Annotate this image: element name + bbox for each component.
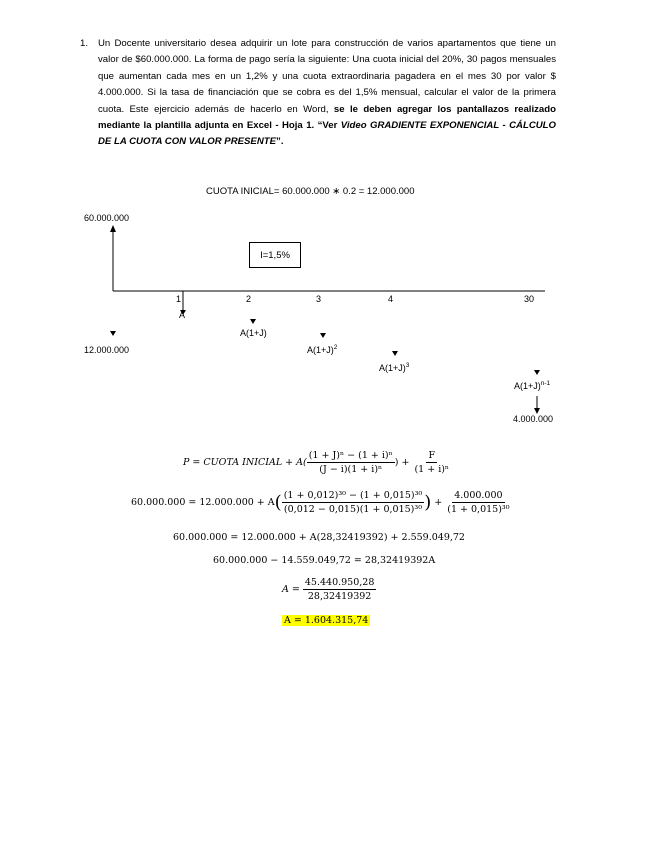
loan-arrowhead [110,225,116,232]
initial-payment-arrowhead [110,331,116,336]
problem-video-title: Video GRADIENTE EXPONENCIAL - CÁLCULO DE LA CUOTA CON VALOR PRESENTE [98,120,557,148]
tick-4: 4 [388,294,394,304]
payment-4-arrowhead [392,351,398,356]
problem-text-end: ”. [276,136,284,148]
present-value-formula: P = CUOTA INICIAL + A( $\frac{\text{(1 + J)ⁿ − (1 + i)ⁿ}}{\text{(J − i)(1 + i)ⁿ}}$ ) + $\frac{F}{\text{(1 + i)ⁿ}}$ [183,450,450,475]
result-highlight: A = 1.604.315,74 [284,615,369,626]
payment-label-1: A [179,310,186,320]
payment-label-2: A(1+J) [240,328,267,338]
formula-step-2: 60.000.000 = 12.000.000 + A(28,32419392) + 2.559.049,72 [173,532,465,543]
extra-payment-value: 4.000.000 [513,414,554,424]
tick-2: 2 [246,294,252,304]
payment-label-30: $A(1+J)^{n-1}$ [514,380,551,391]
initial-payment-label: CUOTA INICIAL [206,186,274,197]
tick-3: 3 [316,294,322,304]
initial-payment-expression: = 60.000.000 ∗ 0.2 = 12.000.000 [273,186,415,197]
formula-step-3: 60.000.000 − 14.559.049,72 = 28,32419392A [213,555,436,566]
problem-text: Un Docente universitario desea adquirir un lote para construcción de varios apartamentos que tiene un valor de $60.000.000. La forma de pago sería la siguiente: Una cuota inicial del 20%, 30 pagos mensuales que aumentan cada mes en un 1,2% y una cuota extraordinaria pagadera en el mes 30 por valor $ 4.000.000. Si la tasa de financiación que se cobra es del 1,5% mensual, calcular el valor de la primera cuota. Este ejercicio además de hacerlo en Word, [98,38,556,115]
payment-label-3: $A(1+J)^2$ [307,344,338,355]
interest-rate-box: I=1,5% [249,242,301,268]
payment-2-arrowhead [250,319,256,324]
payment-label-4: $A(1+J)^3$ [379,362,410,373]
initial-payment-value: 12.000.000 [84,345,130,355]
problem-text-bold: se le deben agregar los pantallazos realizado mediante la plantilla adjunta en Excel - Hoja 1. “Ver [98,103,556,132]
tick-30: 30 [524,294,535,304]
problem-number: 1. [80,38,89,49]
formula-step-1: 60.000.000 = 12.000.000 + A( $\frac{\text{(1 + 0,012)³⁰ − (1 + 0,015)³⁰}}{\text{(0,012 − 0,015)(1 + 0,015)³⁰}}$ ) + $\frac{4.000.000}{\text{(1 + 0,015)³⁰}}$ [131,490,510,515]
payment-3-arrowhead [320,333,326,338]
tick-1: 1 [176,294,182,304]
loan-value: 60.000.000 [84,213,130,223]
payment-30-arrowhead [534,370,540,375]
formula-step-4: A = $\frac{45.440.950,28}{28,32419392}$ [282,577,375,602]
